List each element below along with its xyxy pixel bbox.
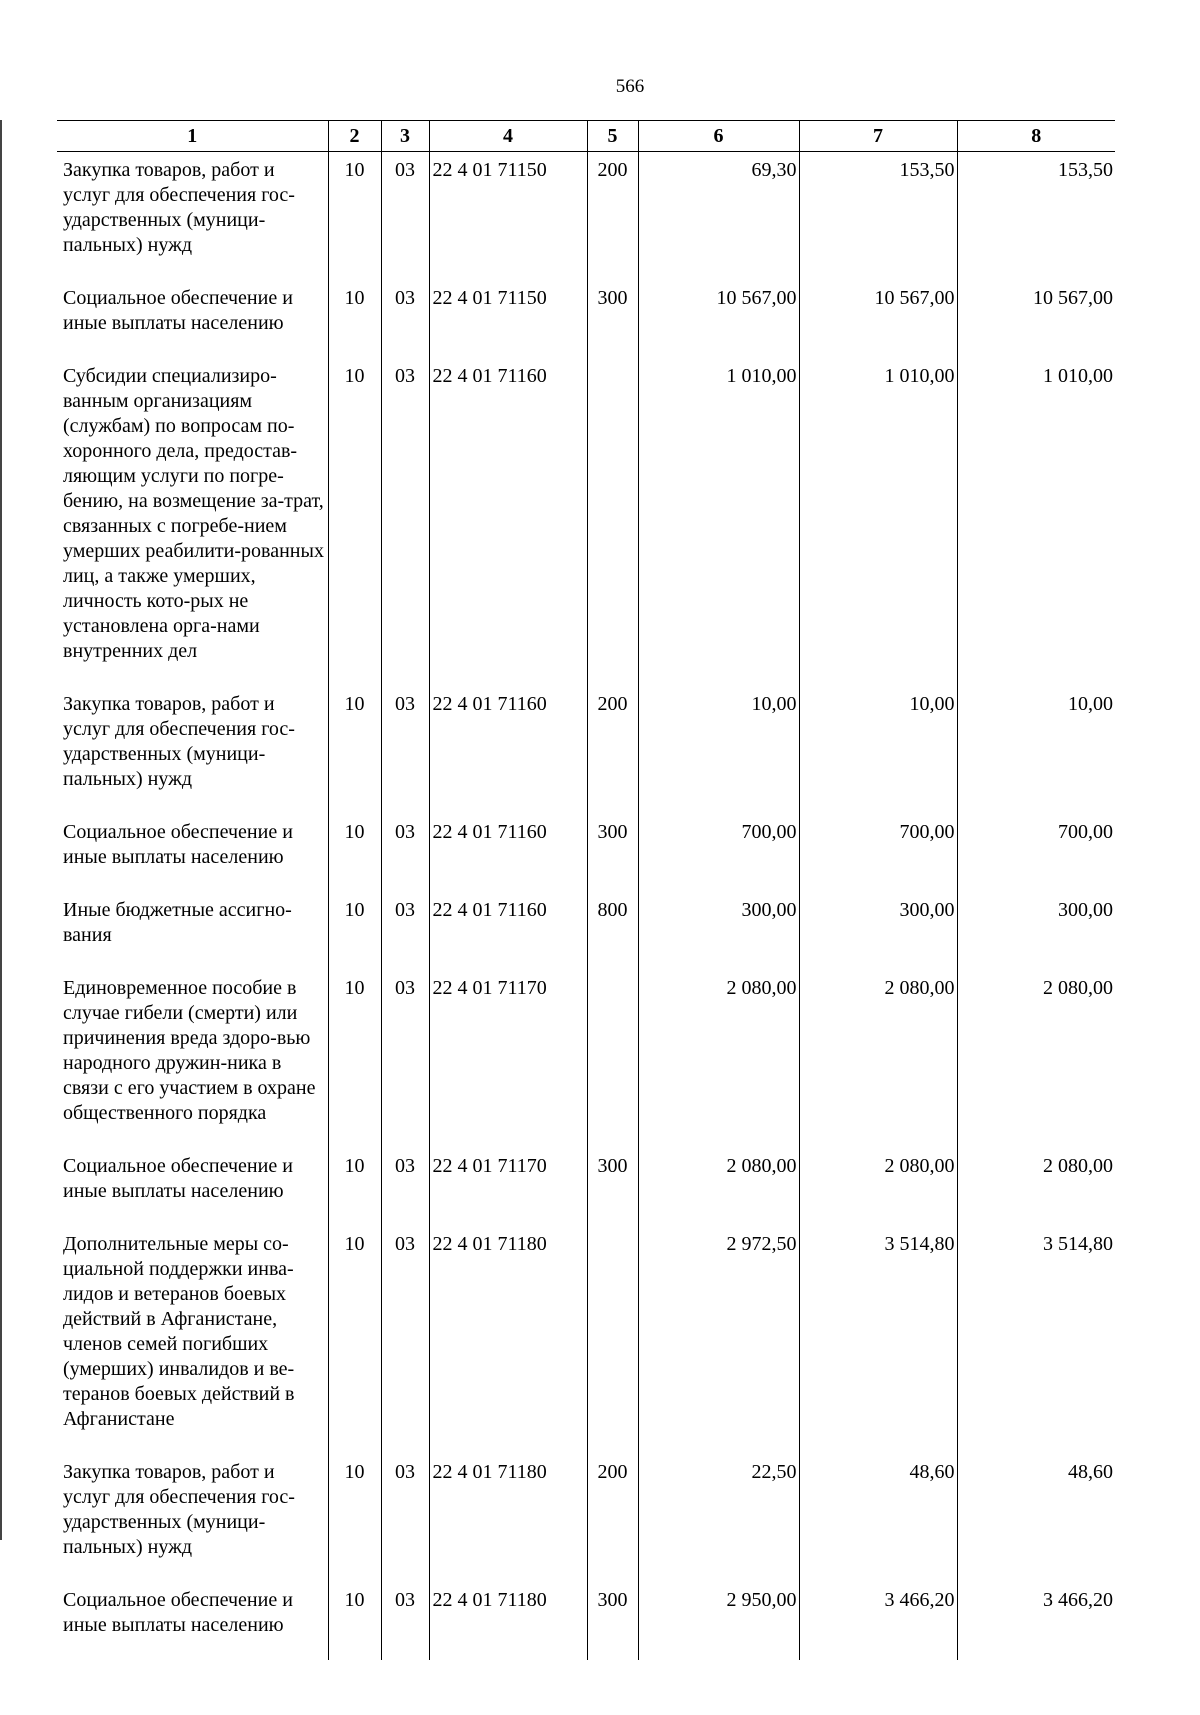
amount-col7-cell: 3 514,80 bbox=[799, 1226, 957, 1454]
amount-col7-cell: 300,00 bbox=[799, 892, 957, 970]
section-cell: 10 bbox=[328, 1454, 381, 1582]
target-code-cell: 22 4 01 71160 bbox=[429, 358, 587, 686]
row-name-cell: Социальное обеспечение и иные выплаты населению bbox=[63, 287, 293, 334]
section-cell: 10 bbox=[328, 1226, 381, 1454]
table-row bbox=[57, 814, 1115, 892]
row-name-cell: Закупка товаров, работ и услуг для обеспечения гос-ударственных (муници-пальных) нужд bbox=[63, 693, 295, 790]
table-row bbox=[57, 358, 1115, 686]
scan-edge-line bbox=[0, 120, 2, 1540]
row-name-cell: Субсидии специализиро-ванным организациям (службам) по вопросам по-хоронного дела, предостав-ляющим услуги по погре-бению, на возмещение за-трат, связанных с погребе-нием умерших реабилити-рованных лиц, а также умерших, личность кото-рых не установлена орга-нами внутренних дел bbox=[63, 365, 324, 662]
subsection-cell: 03 bbox=[381, 892, 429, 970]
column-header-7: 7 bbox=[799, 121, 957, 152]
amount-col6-cell: 2 080,00 bbox=[638, 1148, 799, 1226]
table-row bbox=[57, 1148, 1115, 1226]
subsection-cell: 03 bbox=[381, 1148, 429, 1226]
amount-col7-cell: 3 466,20 bbox=[799, 1582, 957, 1660]
amount-col6-cell: 22,50 bbox=[638, 1454, 799, 1582]
amount-col7-cell: 700,00 bbox=[799, 814, 957, 892]
subsection-cell: 03 bbox=[381, 814, 429, 892]
target-code-cell: 22 4 01 71160 bbox=[429, 686, 587, 814]
amount-col8-cell: 3 514,80 bbox=[957, 1226, 1115, 1454]
section-cell: 10 bbox=[328, 358, 381, 686]
amount-col8-cell: 2 080,00 bbox=[957, 970, 1115, 1148]
amount-col6-cell: 300,00 bbox=[638, 892, 799, 970]
subsection-cell: 03 bbox=[381, 358, 429, 686]
amount-col8-cell: 300,00 bbox=[957, 892, 1115, 970]
target-code-cell: 22 4 01 71180 bbox=[429, 1226, 587, 1454]
page-number: 566 bbox=[615, 76, 645, 97]
row-name-cell: Закупка товаров, работ и услуг для обеспечения гос-ударственных (муници-пальных) нужд bbox=[63, 159, 295, 256]
amount-col8-cell: 10,00 bbox=[957, 686, 1115, 814]
row-name-cell: Дополнительные меры со-циальной поддержки инва-лидов и ветеранов боевых действий в Афганистане, членов семей погибших (умерших) инвалидов и ве-теранов боевых действий в Афганистане bbox=[63, 1233, 295, 1430]
amount-col8-cell: 153,50 bbox=[957, 152, 1115, 281]
amount-col8-cell: 700,00 bbox=[957, 814, 1115, 892]
amount-col6-cell: 69,30 bbox=[638, 152, 799, 281]
table-row bbox=[57, 892, 1115, 970]
expense-type-cell: 200 bbox=[587, 1454, 638, 1582]
expense-type-cell bbox=[587, 970, 638, 1148]
expense-type-cell: 300 bbox=[587, 1148, 638, 1226]
subsection-cell: 03 bbox=[381, 152, 429, 281]
target-code-cell: 22 4 01 71160 bbox=[429, 814, 587, 892]
target-code-cell: 22 4 01 71170 bbox=[429, 1148, 587, 1226]
target-code-cell: 22 4 01 71150 bbox=[429, 280, 587, 358]
section-cell: 10 bbox=[328, 892, 381, 970]
subsection-cell: 03 bbox=[381, 280, 429, 358]
column-header-1: 1 bbox=[57, 121, 328, 152]
header-row bbox=[57, 121, 1115, 152]
expense-type-cell: 800 bbox=[587, 892, 638, 970]
expense-type-cell: 300 bbox=[587, 1582, 638, 1660]
target-code-cell: 22 4 01 71150 bbox=[429, 152, 587, 281]
section-cell: 10 bbox=[328, 970, 381, 1148]
amount-col6-cell: 700,00 bbox=[638, 814, 799, 892]
expense-type-cell: 300 bbox=[587, 280, 638, 358]
table-row bbox=[57, 686, 1115, 814]
section-cell: 10 bbox=[328, 152, 381, 281]
amount-col7-cell: 10,00 bbox=[799, 686, 957, 814]
expense-type-cell bbox=[587, 358, 638, 686]
amount-col8-cell: 48,60 bbox=[957, 1454, 1115, 1582]
target-code-cell: 22 4 01 71180 bbox=[429, 1454, 587, 1582]
amount-col7-cell: 2 080,00 bbox=[799, 970, 957, 1148]
column-header-6: 6 bbox=[638, 121, 799, 152]
amount-col6-cell: 10,00 bbox=[638, 686, 799, 814]
subsection-cell: 03 bbox=[381, 970, 429, 1148]
amount-col7-cell: 1 010,00 bbox=[799, 358, 957, 686]
column-header-3: 3 bbox=[381, 121, 429, 152]
amount-col7-cell: 2 080,00 bbox=[799, 1148, 957, 1226]
amount-col8-cell: 10 567,00 bbox=[957, 280, 1115, 358]
amount-col8-cell: 3 466,20 bbox=[957, 1582, 1115, 1660]
row-name-cell: Единовременное пособие в случае гибели (смерти) или причинения вреда здоро-вью народного дружин-ника в связи с его участием в охране общественного порядка bbox=[63, 977, 316, 1124]
subsection-cell: 03 bbox=[381, 1226, 429, 1454]
row-name-cell: Социальное обеспечение и иные выплаты населению bbox=[63, 1589, 293, 1636]
budget-table bbox=[57, 120, 1115, 1660]
row-name-cell: Социальное обеспечение и иные выплаты населению bbox=[63, 821, 293, 868]
subsection-cell: 03 bbox=[381, 1582, 429, 1660]
section-cell: 10 bbox=[328, 1582, 381, 1660]
table-row bbox=[57, 1582, 1115, 1660]
section-cell: 10 bbox=[328, 1148, 381, 1226]
amount-col6-cell: 2 080,00 bbox=[638, 970, 799, 1148]
column-header-5: 5 bbox=[587, 121, 638, 152]
section-cell: 10 bbox=[328, 280, 381, 358]
table-row bbox=[57, 280, 1115, 358]
column-header-4: 4 bbox=[429, 121, 587, 152]
row-name-cell: Иные бюджетные ассигно-вания bbox=[63, 899, 292, 946]
section-cell: 10 bbox=[328, 814, 381, 892]
amount-col8-cell: 1 010,00 bbox=[957, 358, 1115, 686]
target-code-cell: 22 4 01 71160 bbox=[429, 892, 587, 970]
amount-col7-cell: 48,60 bbox=[799, 1454, 957, 1582]
expense-type-cell: 300 bbox=[587, 814, 638, 892]
column-header-2: 2 bbox=[328, 121, 381, 152]
amount-col6-cell: 10 567,00 bbox=[638, 280, 799, 358]
expense-type-cell: 200 bbox=[587, 686, 638, 814]
amount-col6-cell: 1 010,00 bbox=[638, 358, 799, 686]
subsection-cell: 03 bbox=[381, 1454, 429, 1582]
amount-col7-cell: 153,50 bbox=[799, 152, 957, 281]
table-row bbox=[57, 970, 1115, 1148]
table-row bbox=[57, 1454, 1115, 1582]
column-header-8: 8 bbox=[957, 121, 1115, 152]
expense-type-cell: 200 bbox=[587, 152, 638, 281]
section-cell: 10 bbox=[328, 686, 381, 814]
target-code-cell: 22 4 01 71170 bbox=[429, 970, 587, 1148]
row-name-cell: Закупка товаров, работ и услуг для обеспечения гос-ударственных (муници-пальных) нужд bbox=[63, 1461, 295, 1558]
table-row bbox=[57, 1226, 1115, 1454]
expense-type-cell bbox=[587, 1226, 638, 1454]
amount-col6-cell: 2 972,50 bbox=[638, 1226, 799, 1454]
amount-col7-cell: 10 567,00 bbox=[799, 280, 957, 358]
subsection-cell: 03 bbox=[381, 686, 429, 814]
amount-col8-cell: 2 080,00 bbox=[957, 1148, 1115, 1226]
row-name-cell: Социальное обеспечение и иные выплаты населению bbox=[63, 1155, 293, 1202]
target-code-cell: 22 4 01 71180 bbox=[429, 1582, 587, 1660]
amount-col6-cell: 2 950,00 bbox=[638, 1582, 799, 1660]
table-row bbox=[57, 152, 1115, 281]
